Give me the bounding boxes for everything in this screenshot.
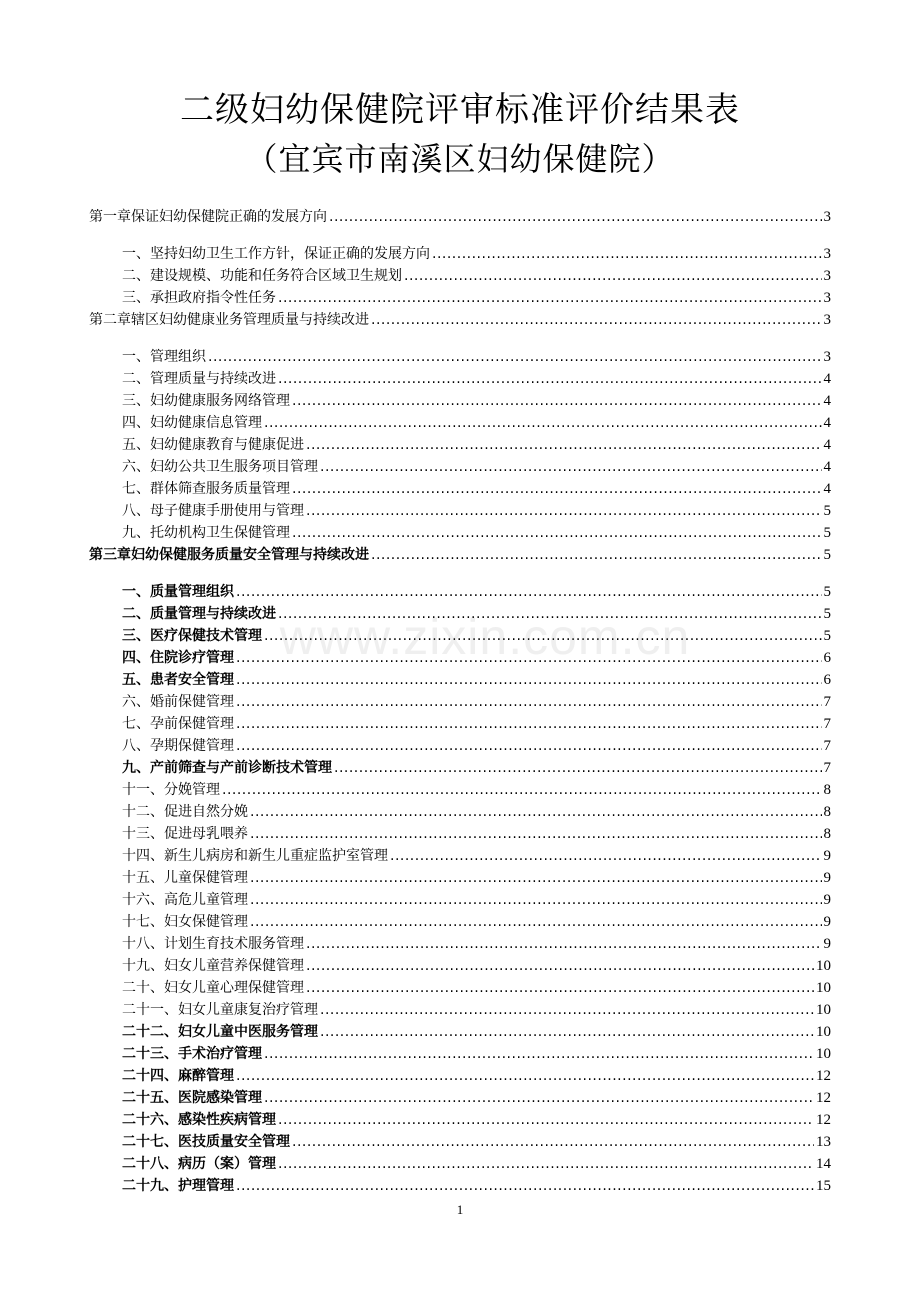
toc-entry-title: 二、管理质量与持续改进 [122,371,276,387]
toc-leader-dots [278,369,822,389]
toc-entry-title: 三、医疗保健技术管理 [122,628,262,644]
toc-entry-title: 七、群体筛查服务质量管理 [122,481,290,497]
toc-entry-title: 五、妇幼健康教育与健康促进 [122,437,304,453]
toc-section-entry[interactable] [122,345,831,367]
toc-leader-dots [236,670,822,690]
toc-leader-dots [278,1154,814,1174]
toc-leader-dots [250,824,822,844]
toc-entry-title: 第二章辖区妇幼健康业务管理质量与持续改进 [89,312,369,328]
toc-leader-dots [264,1088,814,1108]
toc-leader-dots [264,626,822,646]
toc-entry-title: 十九、妇女儿童营养保健管理 [122,958,304,974]
toc-section-entry[interactable] [122,1108,831,1130]
toc-entry-page-number: 9 [823,914,831,930]
toc-leader-dots [390,846,822,866]
toc-entry-page-number: 3 [823,209,831,225]
toc-entry-page-number: 8 [823,782,831,798]
toc-section-entry[interactable] [122,690,831,712]
toc-entry-page-number: 4 [823,459,831,475]
toc-entry-page-number: 7 [823,694,831,710]
toc-entry-title: 五、患者安全管理 [122,672,234,688]
toc-section-entry[interactable] [122,1020,831,1042]
toc-entry-title: 六、婚前保健管理 [122,694,234,710]
toc-leader-dots [278,604,822,624]
toc-leader-dots [222,780,822,800]
toc-section-entry[interactable] [122,1042,831,1064]
toc-entry-title: 四、住院诊疗管理 [122,650,234,666]
toc-section-entry[interactable] [122,646,831,668]
toc-entry-page-number: 14 [816,1156,831,1172]
toc-leader-dots [236,736,822,756]
toc-entry-title: 三、承担政府指令性任务 [122,290,276,306]
toc-entry-title: 七、孕前保健管理 [122,716,234,732]
toc-entry-page-number: 12 [816,1090,831,1106]
toc-section-entry[interactable] [122,521,831,543]
toc-entry-page-number: 9 [823,848,831,864]
toc-section-entry[interactable] [122,756,831,778]
toc-section-entry[interactable] [122,1130,831,1152]
toc-leader-dots [250,890,822,910]
toc-section-entry[interactable] [122,624,831,646]
toc-entry-title: 二十一、妇女儿童康复治疗管理 [122,1002,318,1018]
toc-entry-title: 二十六、感染性疾病管理 [122,1112,276,1128]
toc-leader-dots [236,714,822,734]
toc-entry-page-number: 4 [823,481,831,497]
toc-section-entry[interactable] [122,602,831,624]
toc-section-entry[interactable] [122,455,831,477]
toc-section-entry[interactable] [122,888,831,910]
toc-entry-title: 十五、儿童保健管理 [122,870,248,886]
document-subtitle: （宜宾市南溪区妇幼保健院） [245,140,675,178]
toc-entry-page-number: 7 [823,738,831,754]
toc-leader-dots [306,934,822,954]
toc-leader-dots [334,758,822,778]
toc-section-entry[interactable] [122,866,831,888]
toc-entry-title: 二十七、医技质量安全管理 [122,1134,290,1150]
toc-section-entry[interactable] [122,712,831,734]
toc-entry-page-number: 8 [823,804,831,820]
toc-section-entry[interactable] [122,1064,831,1086]
toc-section-entry[interactable] [122,433,831,455]
toc-leader-dots [371,310,822,330]
toc-entry-page-number: 3 [823,290,831,306]
toc-entry-title: 十四、新生儿病房和新生儿重症监护室管理 [122,848,388,864]
toc-leader-dots [236,1066,814,1086]
toc-section-entry[interactable] [122,1086,831,1108]
toc-entry-page-number: 12 [816,1068,831,1084]
toc-leader-dots [264,1044,814,1064]
toc-section-entry[interactable] [122,998,831,1020]
toc-entry-title: 四、妇幼健康信息管理 [122,415,262,431]
toc-entry-title: 九、产前筛查与产前诊断技术管理 [122,760,332,776]
toc-section-entry[interactable] [122,1174,831,1196]
toc-entry-title: 十八、计划生育技术服务管理 [122,936,304,952]
toc-section-entry[interactable] [122,844,831,866]
toc-leader-dots [236,1176,814,1196]
toc-entry-title: 九、托幼机构卫生保健管理 [122,525,290,541]
toc-section-entry[interactable] [122,1152,831,1174]
toc-leader-dots [320,1000,814,1020]
toc-leader-dots [329,207,822,227]
toc-entry-title: 十三、促进母乳喂养 [122,826,248,842]
toc-leader-dots [250,802,822,822]
toc-entry-page-number: 15 [816,1178,831,1194]
toc-leader-dots [236,648,822,668]
toc-leader-dots [306,978,814,998]
toc-entry-title: 十二、促进自然分娩 [122,804,248,820]
toc-entry-page-number: 7 [823,716,831,732]
toc-leader-dots [320,1022,814,1042]
toc-section-entry[interactable] [122,778,831,800]
page-number: 1 [456,1202,464,1217]
toc-leader-dots [250,868,822,888]
toc-section-entry[interactable] [122,932,831,954]
toc-section-entry[interactable] [122,954,831,976]
toc-entry-page-number: 3 [823,312,831,328]
toc-entry-title: 八、母子健康手册使用与管理 [122,503,304,519]
toc-chapter-entry[interactable] [89,205,831,227]
toc-entry-page-number: 4 [823,371,831,387]
toc-entry-page-number: 3 [823,246,831,262]
toc-entry-title: 一、质量管理组织 [122,584,234,600]
toc-entry-title: 二十九、护理管理 [122,1178,234,1194]
toc-section-entry[interactable] [122,367,831,389]
toc-section-entry[interactable] [122,389,831,411]
toc-entry-title: 二十三、手术治疗管理 [122,1046,262,1062]
toc-leader-dots [306,956,814,976]
toc-entry-page-number: 5 [823,503,831,519]
toc-section-entry[interactable] [122,499,831,521]
watermark: www.zixin.com.cn [279,609,691,665]
toc-leader-dots [292,523,822,543]
toc-entry-page-number: 7 [823,760,831,776]
toc-entry-title: 二、质量管理与持续改进 [122,606,276,622]
toc-leader-dots [320,457,822,477]
toc-leader-dots [306,501,822,521]
toc-entry-page-number: 3 [823,349,831,365]
toc-entry-page-number: 5 [823,584,831,600]
toc-section-entry[interactable] [122,264,831,286]
toc-leader-dots [236,692,822,712]
toc-leader-dots [278,1110,814,1130]
toc-entry-page-number: 3 [823,268,831,284]
toc-section-entry[interactable] [122,580,831,602]
toc-section-entry[interactable] [122,668,831,690]
toc-entry-title: 十六、高危儿童管理 [122,892,248,908]
toc-section-entry[interactable] [122,976,831,998]
toc-section-entry[interactable] [122,411,831,433]
toc-entry-page-number: 10 [816,958,831,974]
toc-entry-title: 第三章妇幼保健服务质量安全管理与持续改进 [89,547,369,563]
toc-section-entry[interactable] [122,286,831,308]
toc-leader-dots [250,912,822,932]
toc-leader-dots [292,391,822,411]
toc-leader-dots [278,288,822,308]
toc-leader-dots [306,435,822,455]
toc-entry-title: 二十四、麻醉管理 [122,1068,234,1084]
toc-entry-title: 第一章保证妇幼保健院正确的发展方向 [89,209,327,225]
toc-entry-title: 二、建设规模、功能和任务符合区域卫生规划 [122,268,402,284]
toc-entry-page-number: 10 [816,980,831,996]
toc-entry-page-number: 9 [823,870,831,886]
toc-entry-title: 二十二、妇女儿童中医服务管理 [122,1024,318,1040]
toc-section-entry[interactable] [122,910,831,932]
toc-entry-page-number: 5 [823,525,831,541]
toc-entry-page-number: 8 [823,826,831,842]
toc-entry-title: 二十八、病历（案）管理 [122,1156,276,1172]
toc-entry-page-number: 5 [823,547,831,563]
toc-leader-dots [404,266,822,286]
toc-leader-dots [371,545,822,565]
toc-entry-title: 十七、妇女保健管理 [122,914,248,930]
toc-entry-page-number: 6 [823,650,831,666]
toc-entry-title: 二十、妇女儿童心理保健管理 [122,980,304,996]
toc-section-entry[interactable] [122,800,831,822]
toc-leader-dots [432,244,822,264]
toc-entry-title: 三、妇幼健康服务网络管理 [122,393,290,409]
toc-entry-title: 二十五、医院感染管理 [122,1090,262,1106]
toc-chapter-entry[interactable] [89,308,831,330]
toc-entry-page-number: 9 [823,936,831,952]
toc-entry-page-number: 10 [816,1024,831,1040]
toc-entry-title: 十一、分娩管理 [122,782,220,798]
toc-entry-title: 六、妇幼公共卫生服务项目管理 [122,459,318,475]
toc-section-entry[interactable] [122,477,831,499]
toc-entry-page-number: 4 [823,393,831,409]
toc-leader-dots [208,347,822,367]
toc-entry-page-number: 4 [823,415,831,431]
toc-entry-title: 八、孕期保健管理 [122,738,234,754]
toc-leader-dots [292,479,822,499]
toc-entry-page-number: 9 [823,892,831,908]
toc-entry-page-number: 5 [823,628,831,644]
toc-entry-title: 一、管理组织 [122,349,206,365]
toc-entry-page-number: 5 [823,606,831,622]
toc-entry-page-number: 6 [823,672,831,688]
toc-entry-page-number: 12 [816,1112,831,1128]
document-title: 二级妇幼保健院评审标准评价结果表 [180,90,740,130]
toc-leader-dots [292,1132,814,1152]
toc-section-entry[interactable] [122,242,831,264]
toc-section-entry[interactable] [122,822,831,844]
toc-entry-title: 一、坚持妇幼卫生工作方针，保证正确的发展方向 [122,246,430,262]
toc-leader-dots [264,413,822,433]
toc-section-entry[interactable] [122,734,831,756]
toc-leader-dots [236,582,822,602]
toc-entry-page-number: 4 [823,437,831,453]
toc-entry-page-number: 10 [816,1002,831,1018]
toc-chapter-entry[interactable] [89,543,831,565]
toc-entry-page-number: 13 [816,1134,831,1150]
toc-entry-page-number: 10 [816,1046,831,1062]
